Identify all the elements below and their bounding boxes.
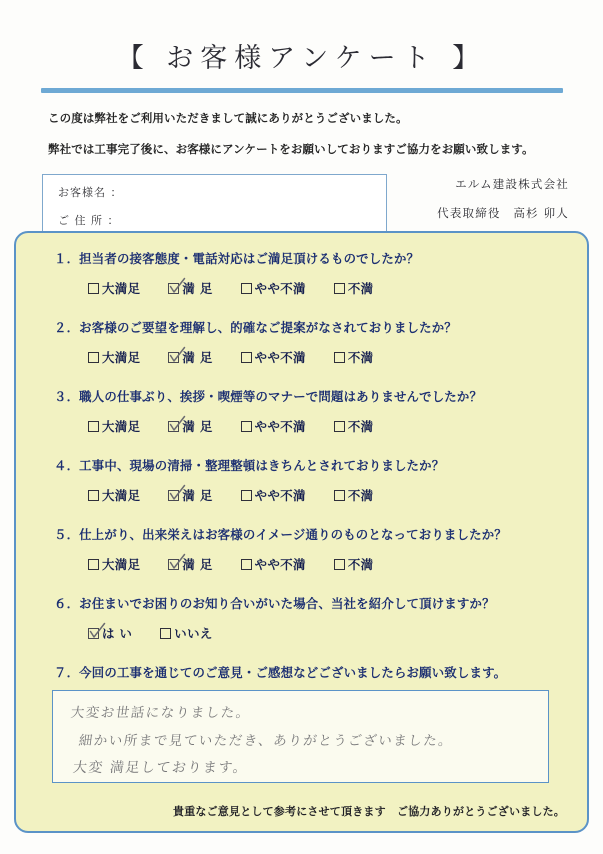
option-label: 満 足: [182, 419, 213, 434]
checkbox[interactable]: [88, 628, 99, 639]
option-unchecked[interactable]: [160, 624, 212, 642]
option-unchecked[interactable]: [241, 486, 306, 504]
question-text: ４．工事中、現場の清掃・整理整頓はきちんとされておりましたか？: [54, 458, 445, 473]
option-unchecked[interactable]: [334, 555, 374, 573]
option-checked[interactable]: [88, 624, 132, 642]
option-label: やや不満: [254, 419, 306, 434]
option-row: [88, 486, 587, 504]
option-unchecked[interactable]: [334, 279, 374, 297]
option-label: 大満足: [102, 557, 141, 572]
company-name: エルム建設株式会社: [455, 177, 569, 191]
option-label: 大満足: [102, 281, 141, 296]
option-unchecked[interactable]: [241, 417, 306, 435]
page-title: 【 お客様アンケート 】: [116, 43, 487, 74]
checkbox[interactable]: [88, 490, 99, 501]
option-label: 不満: [347, 281, 374, 296]
checkbox[interactable]: [88, 283, 99, 294]
checkbox[interactable]: [168, 283, 179, 294]
question-6: [54, 592, 587, 642]
option-unchecked[interactable]: [241, 348, 306, 366]
option-label: 満 足: [182, 488, 213, 503]
question-text: ５．仕上がり、出来栄えはお客様のイメージ通りのものとなっておりましたか？: [54, 527, 507, 542]
option-unchecked[interactable]: [334, 417, 374, 435]
survey-panel: [14, 231, 589, 833]
option-checked[interactable]: [168, 279, 212, 297]
customer-info-box: [42, 174, 387, 236]
option-checked[interactable]: [168, 555, 212, 573]
question-text: ２．お客様のご要望を理解し、的確なご提案がなされておりましたか？: [54, 320, 457, 335]
option-row: [88, 417, 587, 435]
comment-box[interactable]: [52, 690, 549, 783]
checkbox[interactable]: [241, 559, 252, 570]
intro-line-1: この度は弊社をご利用いただきまして誠にありがとうございました。: [48, 111, 408, 125]
footer-note: 貴重なご意見として参考にさせて頂きます ご協力ありがとうございました。: [173, 805, 565, 818]
checkbox[interactable]: [241, 283, 252, 294]
question-1: [54, 247, 587, 297]
question-text: １．担当者の接客態度・電話対応はご満足頂けるものでしたか？: [54, 251, 420, 266]
checkbox[interactable]: [88, 421, 99, 432]
option-label: 不満: [347, 488, 374, 503]
option-unchecked[interactable]: [334, 486, 374, 504]
question-text: ３．職人の仕事ぶり、挨拶・喫煙等のマナーで問題はありませんでしたか？: [54, 389, 483, 404]
option-row: [88, 348, 587, 366]
question-7: [54, 661, 587, 681]
checkbox[interactable]: [334, 421, 345, 432]
comment-line-1: 大変お世話になりました。: [69, 705, 252, 721]
question-2: [54, 316, 587, 366]
option-checked[interactable]: [168, 348, 212, 366]
option-label: やや不満: [254, 350, 306, 365]
option-label: 不満: [347, 557, 374, 572]
option-label: やや不満: [254, 557, 306, 572]
checkbox[interactable]: [88, 559, 99, 570]
checkbox[interactable]: [334, 559, 345, 570]
option-label: やや不満: [254, 281, 306, 296]
header-divider: [41, 88, 563, 93]
option-label: 大満足: [102, 488, 141, 503]
option-label: やや不満: [254, 488, 306, 503]
option-label: は い: [102, 626, 133, 641]
checkbox[interactable]: [168, 490, 179, 501]
checkbox[interactable]: [241, 421, 252, 432]
option-row: [88, 624, 587, 642]
question-text: ７．今回の工事を通じてのご意見・ご感想などございましたらお願い致します。: [54, 665, 507, 680]
checkbox[interactable]: [241, 490, 252, 501]
question-3: [54, 385, 587, 435]
checkbox[interactable]: [241, 352, 252, 363]
option-unchecked[interactable]: [241, 279, 306, 297]
option-label: 不満: [347, 350, 374, 365]
option-label: 満 足: [182, 281, 213, 296]
option-unchecked[interactable]: [88, 348, 140, 366]
question-5: [54, 523, 587, 573]
option-label: 大満足: [102, 419, 141, 434]
customer-name-field[interactable]: お客様名 ：: [58, 186, 123, 199]
checkbox[interactable]: [168, 352, 179, 363]
option-unchecked[interactable]: [88, 417, 140, 435]
option-unchecked[interactable]: [241, 555, 306, 573]
option-label: 大満足: [102, 350, 141, 365]
checkbox[interactable]: [168, 559, 179, 570]
company-representative: 代表取締役 高杉 卯人: [437, 206, 569, 220]
question-list: [16, 247, 587, 681]
option-label: いいえ: [174, 626, 213, 641]
checkbox[interactable]: [334, 352, 345, 363]
question-4: [54, 454, 587, 504]
comment-line-2: 細かい所まで見ていただき、ありがとうございました。: [77, 733, 455, 749]
checkbox[interactable]: [88, 352, 99, 363]
option-unchecked[interactable]: [88, 279, 140, 297]
checkbox[interactable]: [334, 490, 345, 501]
option-label: 不満: [347, 419, 374, 434]
question-text: ６．お住まいでお困りのお知り合いがいた場合、当社を紹介して頂けますか？: [54, 596, 495, 611]
checkbox[interactable]: [168, 421, 179, 432]
customer-address-field[interactable]: ご 住 所 ：: [58, 214, 120, 227]
checkbox[interactable]: [160, 628, 171, 639]
comment-line-3: 大変 満足しております。: [71, 760, 250, 776]
option-row: [88, 279, 587, 297]
option-unchecked[interactable]: [88, 555, 140, 573]
option-checked[interactable]: [168, 417, 212, 435]
option-unchecked[interactable]: [334, 348, 374, 366]
option-label: 満 足: [182, 350, 213, 365]
checkbox[interactable]: [334, 283, 345, 294]
option-row: [88, 555, 587, 573]
intro-line-2: 弊社では工事完了後に、お客様にアンケートをお願いしておりますご協力をお願い致します。: [48, 142, 534, 156]
option-label: 満 足: [182, 557, 213, 572]
option-unchecked[interactable]: [88, 486, 140, 504]
option-checked[interactable]: [168, 486, 212, 504]
